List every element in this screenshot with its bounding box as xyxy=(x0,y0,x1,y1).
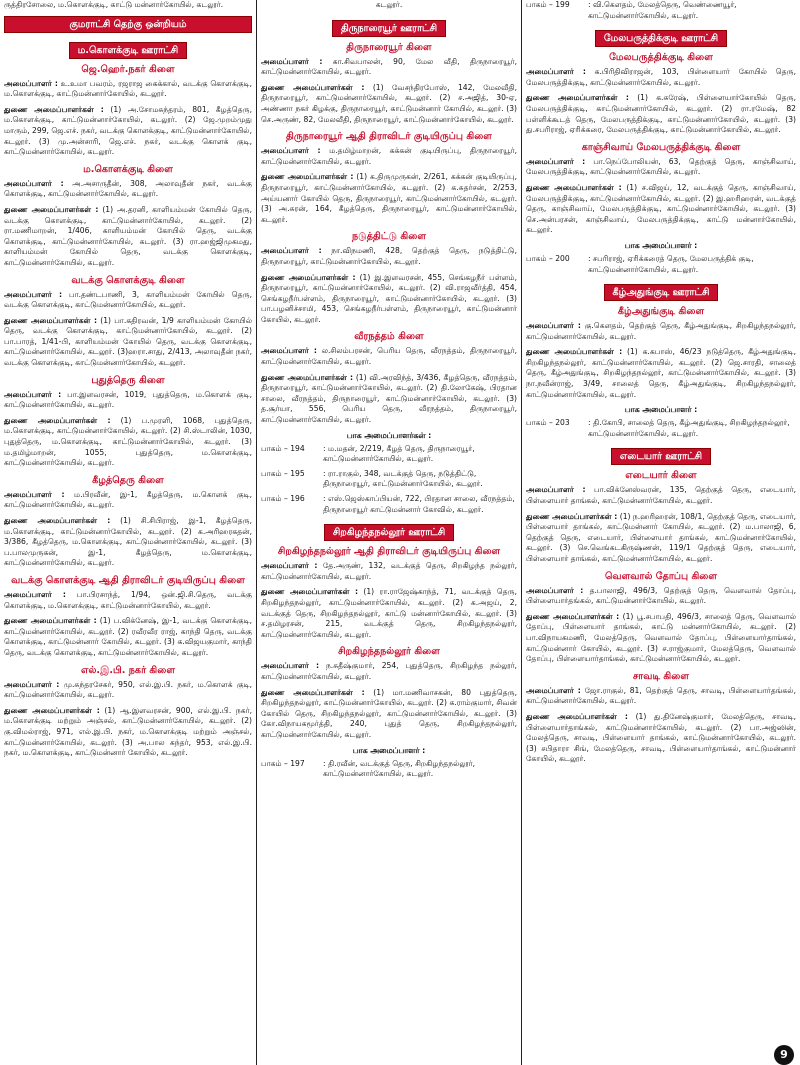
branch-title: வெளவால் தோப்பு கிளை xyxy=(604,570,718,582)
booth-row: பாகம் – 195 : ரா.ராகுல், 348, வடக்குத் தெரு, நடுத்திட்டு, திருநாரையூர், காட்டுமன்னார்கோயில், கடலூர். xyxy=(261,468,483,489)
organizer-entry: அமைப்பாளர் : ம.தமிழ்மாறன், கக்கன் குடியிருப்பு, திருநாரையூர், காட்டுமன்னார்கோயில், கடலூர். xyxy=(261,146,517,166)
deputy-organizers-entry: துணை அமைப்பாளர்கள் : (1) இ.இளவரசன், 455, செங்கழநீர் பள்ளம், திருநாரையூர், காட்டுமன்னார்கோயில், கடலூர். (2) வி.ராஜவீர்த்தி, 454, செங்கழநீர்பள்ளம், திருநாரையூர், காட்டுமன்னார்கோயில், கடலூர். (3) பா.பழனிச்சாமி, 453, செங்கழநீர்பள்ளம், திருநாரையூர், காட்டுமன்னார் கோயில், கடலூர். xyxy=(261,272,517,324)
branch-title: சாவடி கிளை xyxy=(632,670,690,682)
continued-text: கடலூர். xyxy=(375,0,403,9)
booth-organizers-title: பாக அமைப்பாளர் : xyxy=(352,745,426,755)
organizer-entry: அமைப்பாளர் : அ.அசாருதீன், 308, அலாவுதீன் நகர், வடக்கு கொளக்குடி, காட்டுமன்னார்கோயில், கடலூர். xyxy=(4,178,252,199)
deputy-organizers-entry: துணை அமைப்பாளர்கள் : (1) வேசந்திரபோஸ், 142, மேலவீதி, திருநாரையூர், காட்டுமன்னார்கோயில், கடலூர். (2) ச.அஜித், 30-ஏ, அண்ணா நகர் கிழக்கு, திருநாரையூர், காட்டுமன்னார் கோயில், கடலூர். (3) செ.அருண், 82, மேலவீதி, திருநாரையூர், காட்டுமன்னார்கோயில், கடலூர். xyxy=(261,82,518,124)
organizer-entry: அமைப்பாளர் : பா.பிரசாந்த், 1/94, ஒன்.ஜி.சி.தெரு, வடக்கு கொளக்குடி, ம.கொளக்குடி, காட்டுமன்னார்கோயில், கடலூர். xyxy=(4,589,253,610)
organizer-entry: அமைப்பாளர் : த.பாலாஜி, 496/3, தெற்குத் தெரு, வெளவால் தோப்பு, பிள்ளையார்தங்கல், காட்டுமன்னார்கோயில், கடலூர். xyxy=(526,585,796,606)
branch-title: திருநாரையூர் ஆதி திராவிடர் குடியிருப்பு கிளை xyxy=(286,131,492,143)
deputy-organizers-entry: துணை அமைப்பாளர்கள் : (1) அ.தரனி, காளியம்மன் கோயில் தெரு, வடக்கு கொளக்குடி, காட்டுமன்னார்கோயில், கடலூர். (2) ரா.மணிமாறன், 1/406, காளியம்மன் கோயில் தெரு, வடக்கு கொளக்குடி, காட்டுமன்னார்கோயில், கடலூர். (3) ரா.ஹஜ்ஜிமுகமது, காளியம்மன் கோயில் தெரு, வடக்கு கொளக்குடி, காட்டுமன்னார்கோயில், கடலூர். xyxy=(4,204,252,267)
branch-title: சிறகிழந்தநல்லூர் கிளை xyxy=(338,646,440,658)
booth-row: பாகம் – 199 : வி.கௌதம், மேலத்தெரு, வெண்ணையூர், காட்டுமன்னார்கோயில், கடலூர். xyxy=(526,0,737,20)
organizer-entry: அமைப்பாளர் : நா.விநமணி, 428, தெற்குத் தெரு, நடுத்திட்டு, திருநாரையூர், காட்டுமன்னார்கோயில், கடலூர். xyxy=(261,246,517,266)
deputy-organizers-entry: துணை அமைப்பாளர்கள் : (1) மா.மணிவாசகன், 80 புதுத்தெரு, சிறகிழந்தநல்லூர், காட்டுமன்னார்கோயில், கடலூர். (2) க.ராம்குமார், சிவன் கோயில் தெரு, சிறகிழந்தநல்லூர், காட்டுமன்னார்கோயில், கடலூர். (3) கோ.விநாயகமூர்த்தி, 240, புதுத் தெரு, சிறகிழந்தநல்லூர், காட்டுமன்னார்கோயில், கடலூர். xyxy=(261,687,517,739)
deputy-organizers-entry: துணை அமைப்பாளர்கள் : (1) க.கபாஸ், 46/23 நடுத்தெரு, கீழ்அதுங்குடி, சிறகிழந்தநல்லூர், காட்டுமன்னார்கோயில், கடலூர். (2) ஜெ.சாரதி, சாலைத் தெரு, கீழ்அதுங்குடி, சிறகிழந்தநல்லூர், காட்டுமன்னார்கோயில், கடலூர். (3) நா.நவீன்ராஜ், 3/49, சாலைத் தெரு, கீழ்அதுங்குடி, சிறகிழந்தநல்லூர், காட்டுமன்னார்கோயில், கடலூர். xyxy=(526,347,796,399)
deputy-organizers-entry: துணை அமைப்பாளர்கள் : (1) சி.சிபிராஜ், இ-1, கீழத்தெரு, ம.கொளக்குடி, காட்டுமன்னார்கோயில், கடலூர். (2) க.அரிஹரகதன், 3/386, கீழத்தெரு, ம.கொளக்குடி, காட்டுமன்னார்கோயில், கடலூர். (3) ப.பாலமுருகன், இ-1, கீழத்தெரு, ம.கொளக்குடி, காட்டுமன்னார்கோயில், கடலூர். xyxy=(4,516,252,568)
booth-row: பாகம் – 197 : தி.ரவீன், வடக்குத் தெரு, சிறகிழந்தநல்லூர், காட்டுமன்னார்கோயில், கடலூர். xyxy=(261,758,476,779)
organizer-entry: அமைப்பாளர் : தே.அருண், 132, வடக்குத் தெரு, சிறகிழந்த நல்லூர், காட்டுமன்னார்கோயில், கடலூர். xyxy=(261,561,518,581)
booth-organizers-title: பாக அமைப்பாளர் : xyxy=(624,240,698,250)
organizer-entry: அமைப்பாளர் : ல.சிலம்பரசன், பெரிய தெரு, வீரநத்தம், திருநாரையூர், காட்டுமன்னார்கோயில், கடலூர். xyxy=(261,346,518,367)
panchayat-heading: திருநாரையூர் ஊராட்சி xyxy=(261,16,517,37)
deputy-organizers-entry: துணை அமைப்பாளர்கள் : (1) க.சுரேஷ், பிள்ளையார்கோயில் தெரு, மேலபருத்திக்குடி, காட்டுமன்னார்கோயில், கடலூர். (2) ரா.ரமேஷ், 82 பள்ளிக்கூடத் தெரு, மேலபருத்திக்குடி, காட்டுமன்னார்கோயில், கடலூர். (3) து.சபரிராஜ், ஏரிக்கரை, மேலபருத்திக்குடி, காட்டுமன்னார்கோயில், கடலூர். xyxy=(526,93,797,135)
panchayat-heading: எடையார் ஊராட்சி xyxy=(526,444,796,465)
deputy-organizers-entry: துணை அமைப்பாளர்கள் : (1) பா.கதிரவன், 1/9 காளியம்மன் கோயில் தெரு, வடக்கு கொளக்குடி, காட்டுமன்னார்கோயில், கடலூர். (2) பா.பாரத், 1/41-பி, காளியம்மன் கோயில் தெரு, வடக்கு கொளக்குடி, காட்டுமன்னார்கோயில், கடலூர். (3)ஹரா.சாது, 2/413, அலாவுதீன் நகர், வடக்கு கொளக்குடி, காட்டுமன்னார்கோயில், கடலூர். xyxy=(4,315,252,368)
page-number: 9 xyxy=(774,1045,794,1065)
deputy-organizers-entry: துணை அமைப்பாளர்கள் : (1) ஆ.இளவரசன், 900, எல்.இ.பி. நகர், ம.கொளக்குடி மற்றும் அஞ்சல், காட்டுமன்னார்கோயில், கடலூர். (2) கு.விமல்ராஜ், 971, எல்.இ.பி. நகர், ம.கொளக்குடி மற்றும் அஞ்சல், காட்டுமன்னார்கோயில், கடலூர். (3) அ.பால சுந்தர், 953, எல்.இ.பி. நகர், ம.கொளக்குடி, காட்டுமன்னார் கோயில், கடலூர். xyxy=(4,705,252,758)
organizer-entry: அமைப்பாளர் : பா.தண்டபாணி, 3, காளியம்மன் கோயில் தெரு, வடக்கு கொளக்குடி, காட்டுமன்னார்கோயில், கடலூர். xyxy=(4,289,252,310)
booth-row: பாகம் – 203 : தி.கோபி, சாலைத் தெரு, கீழ்அதுங்குடி, சிறகிழந்தநல்லூர், காட்டுமன்னார்கோயில், கடலூர். xyxy=(526,418,790,438)
deputy-organizers-entry: துணை அமைப்பாளர்கள் : (1) அ.சோமசுந்தரம், 801, கீழத்தெரு, ம.கொளக்குடி, காட்டுமன்னார்கோயில், கடலூர். (2) ஜே.முறம்முது மாரும், 299, ஜெ.எச். நகர், வடக்கு கொளக்குடி, காட்டுமன்னார்கோயில், கடலூர். (3) மு.அன்சாரி, ஜெ.எச். நகர், வடக்கு கொளக் குடி, காட்டுமன்னார்கோயில், கடலூர். xyxy=(4,104,252,157)
branch-title: ம.கொளக்குடி கிளை xyxy=(83,163,173,175)
deputy-organizers-entry: துணை அமைப்பாளர்கள் : (1) வி.அரவிந்த், 3/436, கீழத்தெரு, வீரநத்தம், திருநாரையூர், காட்டுமன்னார்கோயில், கடலூர். (2) தி.லோகேஷ், பிரதான சாலை, வீரநத்தம், திருநாரையூர், காட்டுமன்னார்கோயில், கடலூர். (3) த.சூர்யா, 556, பெரிய தெரு, வீரநத்தம், திருநாரையூர், காட்டுமன்னார்கோயில், கடலூர். xyxy=(261,372,517,425)
booth-organizers-title: பாக அமைப்பாளர்கள் : xyxy=(346,430,432,440)
booth-organizers-title: பாக அமைப்பாளர் : xyxy=(624,405,698,415)
branch-title: கீழ்அதுங்குடி கிளை xyxy=(617,306,705,318)
union-heading: குமராட்சி தெற்கு ஒன்றியம் xyxy=(4,16,252,33)
organizer-entry: அமைப்பாளர் : கு.கௌதம், தெற்குத் தெரு, கீழ்அதுங்குடி, சிறகிழந்தநல்லூர், காட்டுமன்னார்கோயில், கடலூர். xyxy=(526,321,796,341)
deputy-organizers-entry: துணை அமைப்பாளர்கள் : (1) ச.விஜய், 12, வடக்குத் தெரு, காஞ்சிவாய், மேலபருத்திக்குடி, காட்டுமன்னார்கோயில், கடலூர். (2) இ.ஹரிஹரன், வடக்குத் தெரு, காஞ்சிவாய், மேலபருத்திக்குடி, காட்டுமன்னார்கோயில், கடலூர். (3) செ.அன்பரசன், காஞ்சிவாய், மேலபருத்திக்குடி, காட்டு மன்னார்கோயில், கடலூர். xyxy=(526,182,796,235)
column-1 xyxy=(0,0,256,1065)
branch-title: காஞ்சிவாய் மேலபருத்திக்குடி கிளை xyxy=(581,141,741,153)
deputy-organizers-entry: துணை அமைப்பாளர்கள் : (1) ப.விக்னேஷ், இ-1, வடக்கு கொளக்குடி, காட்டுமன்னார்கோயில், கடலூர். (2) ரவீரவீர ராஜ், காந்தி தெரு, வடக்கு கொளக்குடி, காட்டுமன்னார் கோயில், கடலூர். (3) க.விஜயகுமார், காந்தி தெரு, வடக்கு கொளக்குடி, காட்டுமன்னார்கோயில், கடலூர். xyxy=(4,616,253,657)
branch-title: எடையார் கிளை xyxy=(625,470,697,482)
organizer-entry: அமைப்பாளர் : ஜோ.ராகுல், 81, தெற்குத் தெரு, சாவடி, பிள்ளையார்தங்கல், காட்டுமன்னார்கோயில், கடலூர். xyxy=(526,685,796,706)
branch-title: நடுத்திட்டு கிளை xyxy=(352,231,426,243)
panchayat-heading: கீழ்அதுங்குடி ஊராட்சி xyxy=(526,280,796,301)
organizer-entry: அமைப்பாளர் : பா.நெப்போலியன், 63, தெற்குத் தெரு, காஞ்சிவாய், மேலபருத்திக்குடி, காட்டுமன்னார்கோயில், கடலூர். xyxy=(526,156,796,177)
organizer-entry: அமைப்பாளர் : மு.சுந்தரசேகர், 950, எல்.இ.பி. நகர், ம.கொளக் குடி, காட்டுமன்னார்கோயில், கடலூர். xyxy=(4,679,252,700)
column-3 xyxy=(522,0,800,1065)
continued-text: ருத்திரசோலை, ம.கொளக்குடி, காட்டு மன்னார்கோயில், கடலூர். xyxy=(4,0,224,9)
panchayat-heading: மேலபருத்திக்குடி ஊராட்சி xyxy=(526,26,796,47)
organizer-entry: அமைப்பாளர் : ம.பிரவீன், இ-1, கீழத்தெரு, ம.கொளக் குடி, காட்டுமன்னார்கோயில், கடலூர். xyxy=(4,489,252,510)
deputy-organizers-entry: துணை அமைப்பாளர்கள் : (1) ரா.ராஜேஷ்காந்த், 71, வடக்குத் தெரு, சிறகிழந்தநல்லூர், காட்டுமன்னார்கோயில், கடலூர். (2) க.அஜய், 2, வடக்குத் தெரு, சிறகிழந்தநல்லூர், காட்டு மன்னார்கோயில், கடலூர். (3) ச.தமிழரசன், 215, வடக்குத் தெரு, சிறகிழந்தநல்லூர், காட்டுமன்னார்கோயில், கடலூர். xyxy=(261,587,518,639)
panchayat-heading: ம.கொளக்குடி ஊராட்சி xyxy=(4,38,252,59)
branch-title: மேலபருத்திக்குடி கிளை xyxy=(609,52,713,64)
deputy-organizers-entry: துணை அமைப்பாளர்கள் : (1) பூ.சபாபதி, 496/3, சாலைத் தெரு, வெளவால் தோப்பு, பிள்ளையார் தாங்கல், காட்டு மன்னார்கோயில், கடலூர். (2) பா.விநாயகமணி, மேலத்தெரு, வெளவால் தோப்பு, பிள்ளையார்தாங்கல், காட்டுமன்னார் கோயில், கடலூர். (3) ச.ராஜ்குமார், மேலத்தெரு, வெளவால் தோப்பு, பிள்ளையார்தாங்கல், காட்டுமன்னார்கோயில், கடலூர். xyxy=(526,611,797,664)
branch-title: திருநாரையூர் கிளை xyxy=(346,41,432,53)
organizer-entry: அமைப்பாளர் : உ.உமா பவரம், ரஜராஜ கைக்கால், வடக்கு கொளக்குடி, ம.கொளக்குடி, காட்டுமன்னார்கோயில், கடலூர். xyxy=(4,78,252,99)
branch-title: வடக்கு கொளக்குடி கிளை xyxy=(71,274,185,286)
deputy-organizers-entry: துணை அமைப்பாளர்கள் : (1) ந.ஹரிஹரன், 108/1, தெற்குத் தெரு, எடையார், பிள்ளையார் தாங்கல், காட்டுமன்னார் கோயில், கடலூர். (2) ம.பாலாஜி, 6, தெற்குத் தெரு, எடையார், பிள்ளையார் தாங்கல், காட்டுமன்னார்கோயில், கடலூர். (3) செ.வெங்கடகிருஷ்ணன், 119/1 தெற்குத் தெரு, எடையார், பிள்ளையார் தாங்கல், காட்டுமன்னார்கோயில், கடலூர். xyxy=(526,511,796,563)
branch-title: ஜெ.ஹெர்.நகர் கிளை xyxy=(81,63,175,75)
branch-title: வீரநத்தம் கிளை xyxy=(354,331,424,343)
organizer-entry: அமைப்பாளர் : பா.விக்னேஸ்வரன், 135, தெற்குத் தெரு, எடையார், பிள்ளையார் தாங்கல், காட்டுமன்னார்கோயில், கடலூர். xyxy=(526,485,796,506)
deputy-organizers-entry: துணை அமைப்பாளர்கள் : (1) க.திருமுருகன், 2/261, கக்கன் குடியிருப்பு, திருநாரையூர், காட்டுமன்னார்கோயில், கடலூர். (2) க.சுதர்சன், 2/253, அய்யனார் கோயில் தெரு, திருநாரையூர், காட்டுமன்னார்கோயில், கடலூர். (3) அ.சுரன், 164, கீழத்தெரு, திருநாரையூர், காட்டுமன்னார்கோயில், கடலூர். xyxy=(261,172,518,224)
deputy-organizers-entry: துணை அமைப்பாளர்கள் : (1) து.தினேஷ்குமார், மேலத்தெரு, சாவடி, பிள்ளையார்தாங்கல், காட்டுமன்னார்கோயில், கடலூர். (2) பா.அஜ்ஸின், மேலத்தெரு, சாவடி, பிள்ளையார் தாங்கல், காட்டுமன்னார்கோயில், கடலூர். (3) சபிதாரா சிங், மேலத்தெரு, சாவடி, பிள்ளையார்தாங்கல், காட்டுமன்னார் கோயில், கடலூர். xyxy=(526,711,796,764)
branch-title: வடக்கு கொளக்குடி ஆதி திராவிடர் குடியிருப்பு கிளை xyxy=(11,574,245,586)
branch-title: எல்.இ.பி. நகர் கிளை xyxy=(80,664,176,676)
branch-title: புதுத்தெரு கிளை xyxy=(91,374,165,386)
booth-row: பாகம் – 200 : சபரிராஜ், ஏரிக்கரைத் தெரு, மேலபருத்திக் குடி, காட்டுமன்னார்கோயில், கடலூர். xyxy=(526,253,754,274)
organizer-entry: அமைப்பாளர் : க.பிரிதிவிராஜன், 103, பிள்ளையார் கோயில் தெரு, மேலபருத்திக்குடி, காட்டுமன்னார்கோயில், கடலூர். xyxy=(526,67,796,87)
organizer-entry: அமைப்பாளர் : ந.சுதீஷ்குமார், 254, புதுத்தெரு, சிறகிழந்த நல்லூர், காட்டுமன்னார்கோயில், கடலூர். xyxy=(261,661,517,681)
booth-row: பாகம் – 194 : ம.மதன், 2/219, கீழத் தெரு, திருநாரையூர், காட்டுமன்னார்கோயில், கடலூர். xyxy=(261,443,475,464)
organizer-entry: அமைப்பாளர் : கா.சிவபாலன், 90, மேல வீதி, திருநாரையூர், காட்டுமன்னார்கோயில், கடலூர். xyxy=(261,56,517,77)
deputy-organizers-entry: துணை அமைப்பாளர்கள் : (1) ப.முரளி, 1068, புதுத்தெரு, ம.கொளக்குடி, காட்டுமன்னார்கோயில், கடலூர். (2) சி.ஸ்டாலின், 1030, புதுத்தெரு, ம.கொளக்குடி, காட்டுமன்னார்கோயில், கடலூர். (3) ம.தமிழ்மாறன், 1055, புதுத்தெரு, ம.கொளக்குடி, காட்டுமன்னார்கோயில், கடலூர். xyxy=(4,415,253,468)
branch-title: கீழத்தெரு கிளை xyxy=(92,474,164,486)
column-2 xyxy=(256,0,522,1065)
booth-row: பாகம் – 196 : எஸ்.ஜெஸ்காப்பியன், 722, பிரதான சாலை, வீரநத்தம், திருநாரையூர் காட்டுமன்னார் கோவில், கடலூர். xyxy=(261,494,515,514)
organizer-entry: அமைப்பாளர் : பா.இளவரசன், 1019, புதுத்தெரு, ம.கொளக் குடி, காட்டுமன்னார்கோயில், கடலூர். xyxy=(4,389,252,410)
panchayat-heading: சிறகிழந்தநல்லூர் ஊராட்சி xyxy=(261,520,517,541)
branch-title: சிறகிழந்தநல்லூர் ஆதி திராவிடர் குடியிருப்பு கிளை xyxy=(277,546,501,558)
